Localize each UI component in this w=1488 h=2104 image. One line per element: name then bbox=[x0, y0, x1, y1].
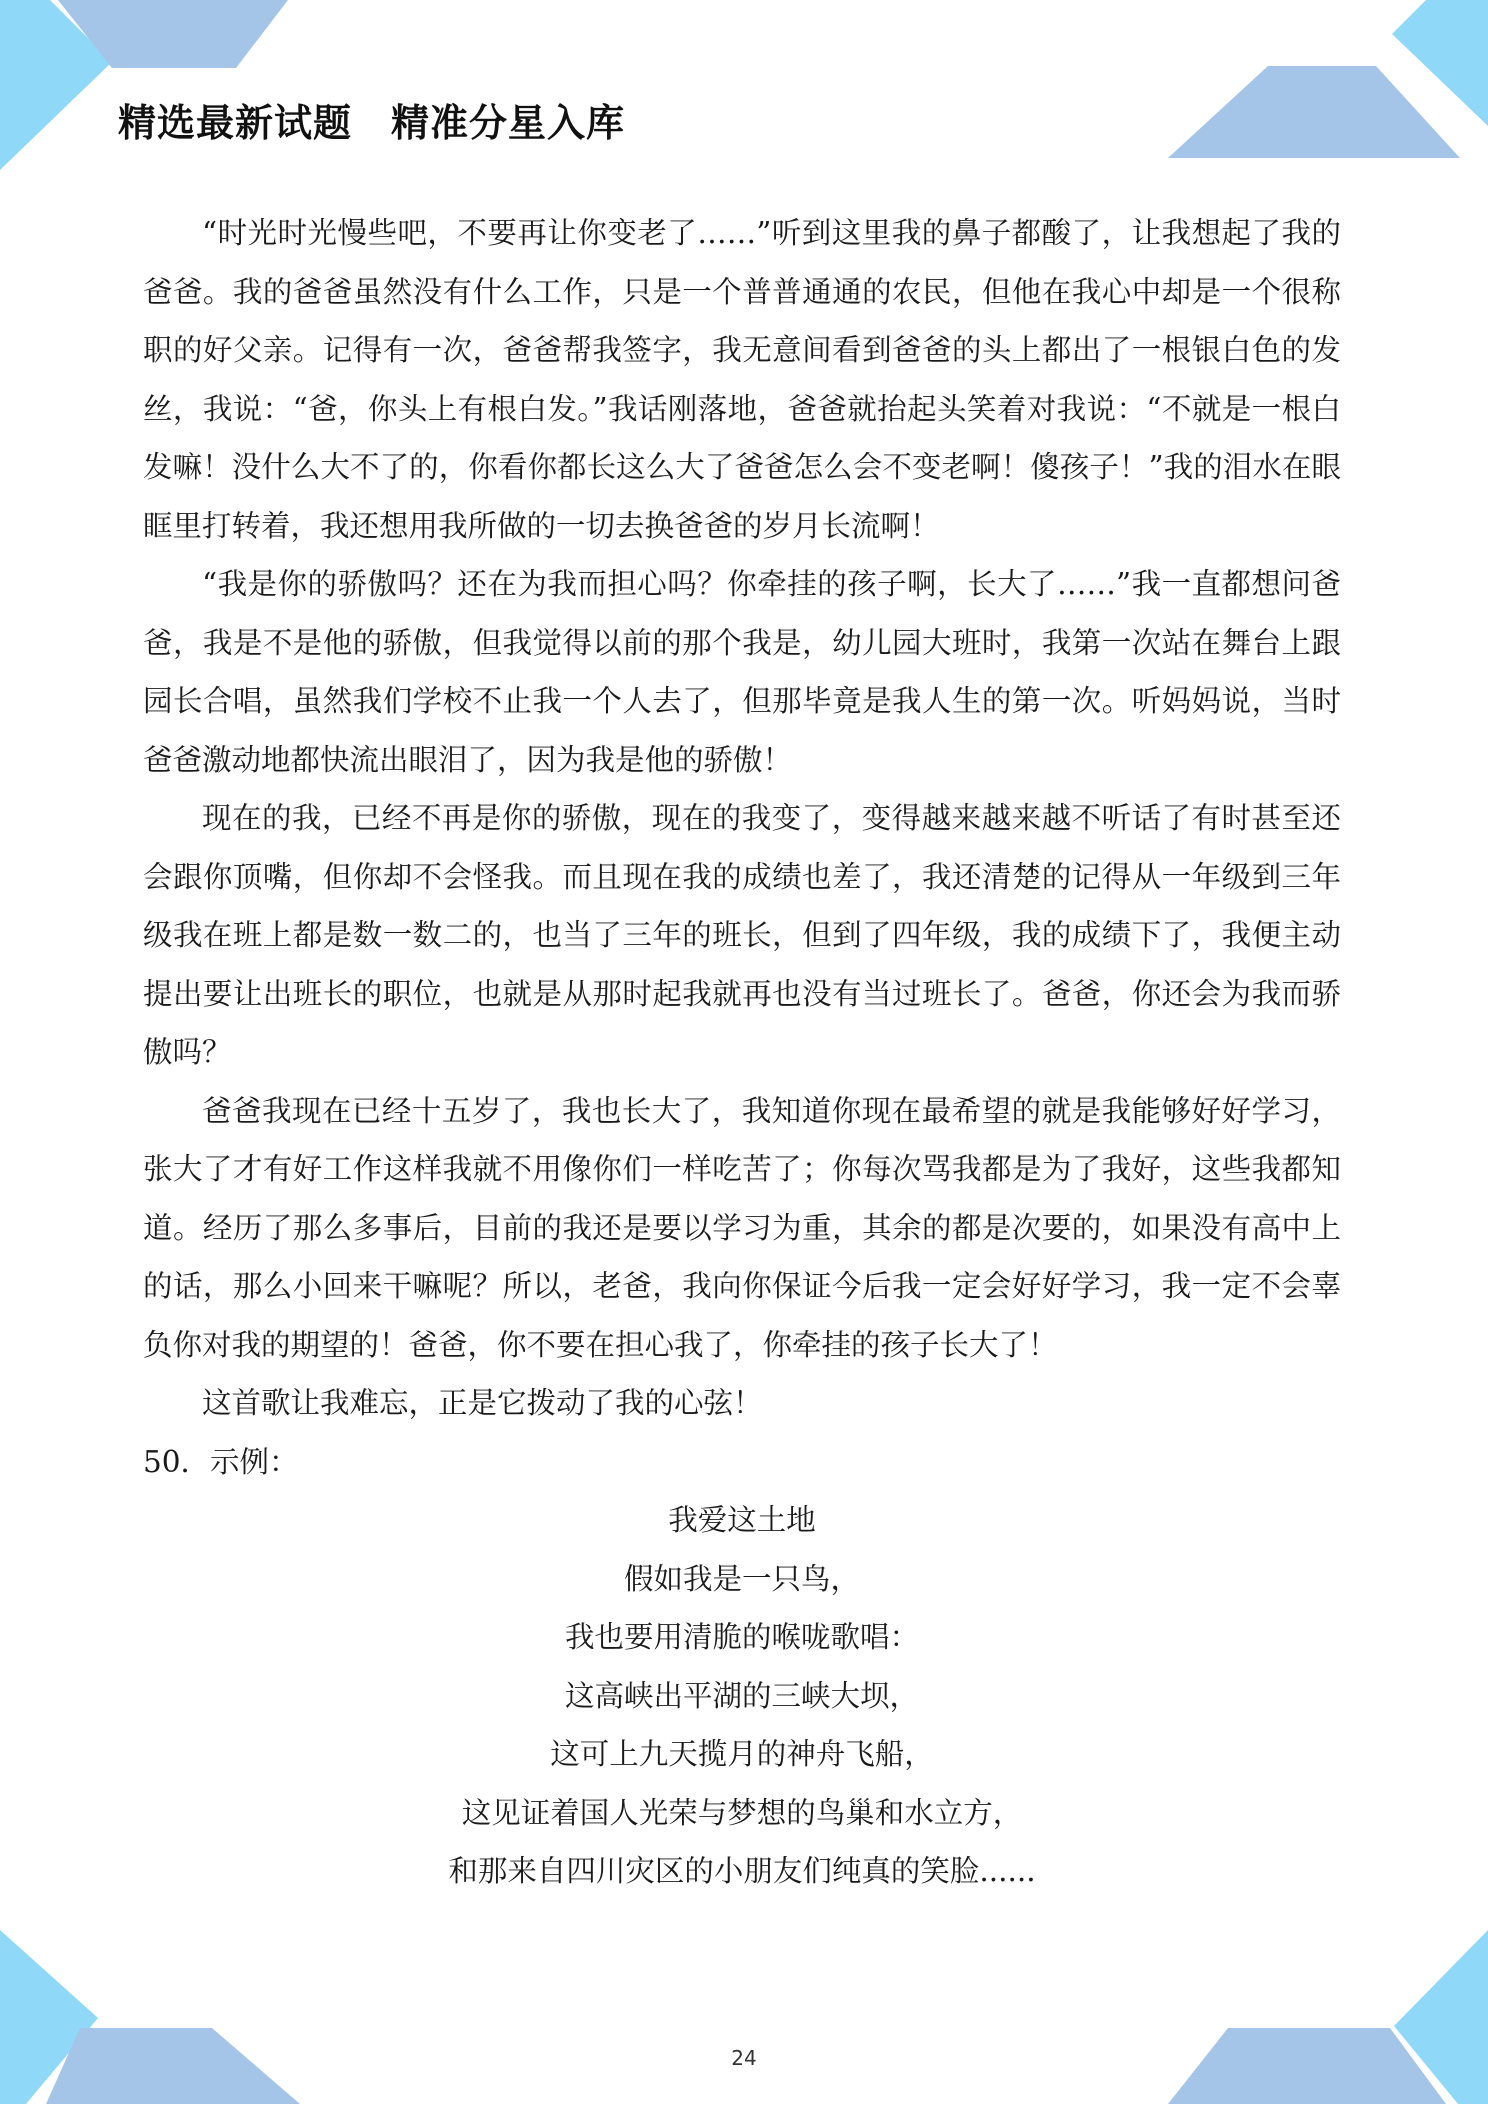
paragraph: 现在的我，已经不再是你的骄傲，现在的我变了，变得越来越来越不听话了有时甚至还会跟你顶嘴，但你却不会怪我。而且现在我的成绩也差了，我还清楚的记得从一年级到三年级我在班上都是数一数二的，也当了三年的班长，但到了四年级，我的成绩下了，我便主动提出要让出班长的职位，也就是从那时起我就再也没有当过班长了。爸爸，你还会为我而骄傲吗？ bbox=[143, 801, 1341, 1069]
poem-line: 我也要用清脆的喉咙歌唱： bbox=[564, 1620, 919, 1654]
corner-decoration-bottom-left bbox=[0, 1930, 320, 2104]
poem-line: 假如我是一只鸟， bbox=[623, 1561, 860, 1596]
question-label: 50．示例： bbox=[143, 1444, 299, 1479]
corner-decoration-bottom-right bbox=[1168, 1930, 1488, 2104]
corner-decoration-top-right bbox=[1168, 0, 1488, 170]
paragraph: 爸爸我现在已经十五岁了，我也长大了，我知道你现在最希望的就是我能够好好学习，张大了才有好工作这样我就不用像你们一样吃苦了；你每次骂我都是为了我好，这些我都知道。经历了那么多事后，目前的我还是要以学习为重，其余的都是次要的，如果没有高中上的话，那么小回来干嘛呢？所以，老爸，我向你保证今后我一定会好好学习，我一定不会辜负你对我的期望的！爸爸，你不要在担心我了，你牵挂的孩子长大了！ bbox=[143, 1093, 1341, 1362]
paragraph: 这首歌让我难忘，正是它拨动了我的心弦！ bbox=[202, 1386, 763, 1420]
paragraph: “时光时光慢些吧，不要再让你变老了……”听到这里我的鼻子都酸了，让我想起了我的爸爸。我的爸爸虽然没有什么工作，只是一个普普通通的农民，但他在我心中却是一个很称职的好父亲。记得有一次，爸爸帮我签字，我无意间看到爸爸的头上都出了一根银白色的发丝，我说：“爸，你头上有根白发。”我话刚落地，爸爸就抬起头笑着对我说：“不就是一根白发嘛！没什么大不了的，你看你都长这么大了爸爸怎么会不变老啊！傻孩子！”我的泪水在眼眶里打转着，我还想用我所做的一切去换爸爸的岁月长流啊！ bbox=[143, 216, 1341, 543]
page-header-title: 精选最新试题 精准分星入库 bbox=[118, 101, 626, 145]
document-body bbox=[143, 204, 1341, 1901]
poem-line: 这可上九天揽月的神舟飞船， bbox=[550, 1737, 934, 1771]
poem-line: 和那来自四川灾区的小朋友们纯真的笑脸...... bbox=[448, 1854, 1036, 1888]
paragraph: “我是你的骄傲吗？还在为我而担心吗？你牵挂的孩子啊，长大了……”我一直都想问爸爸，我是不是他的骄傲，但我觉得以前的那个我是，幼儿园大班时，我第一次站在舞台上跟园长合唱，虽然我们学校不止我一个人去了，但那毕竟是我人生的第一次。听妈妈说，当时爸爸激动地都快流出眼泪了，因为我是他的骄傲！ bbox=[143, 567, 1341, 777]
poem bbox=[143, 1491, 1341, 1901]
poem-line: 这见证着国人光荣与梦想的鸟巢和水立方， bbox=[461, 1795, 1023, 1830]
poem-line: 这高峡出平湖的三峡大坝， bbox=[564, 1678, 919, 1713]
poem-title: 我爱这土地 bbox=[668, 1503, 816, 1537]
page-number: 24 bbox=[731, 2046, 757, 2070]
